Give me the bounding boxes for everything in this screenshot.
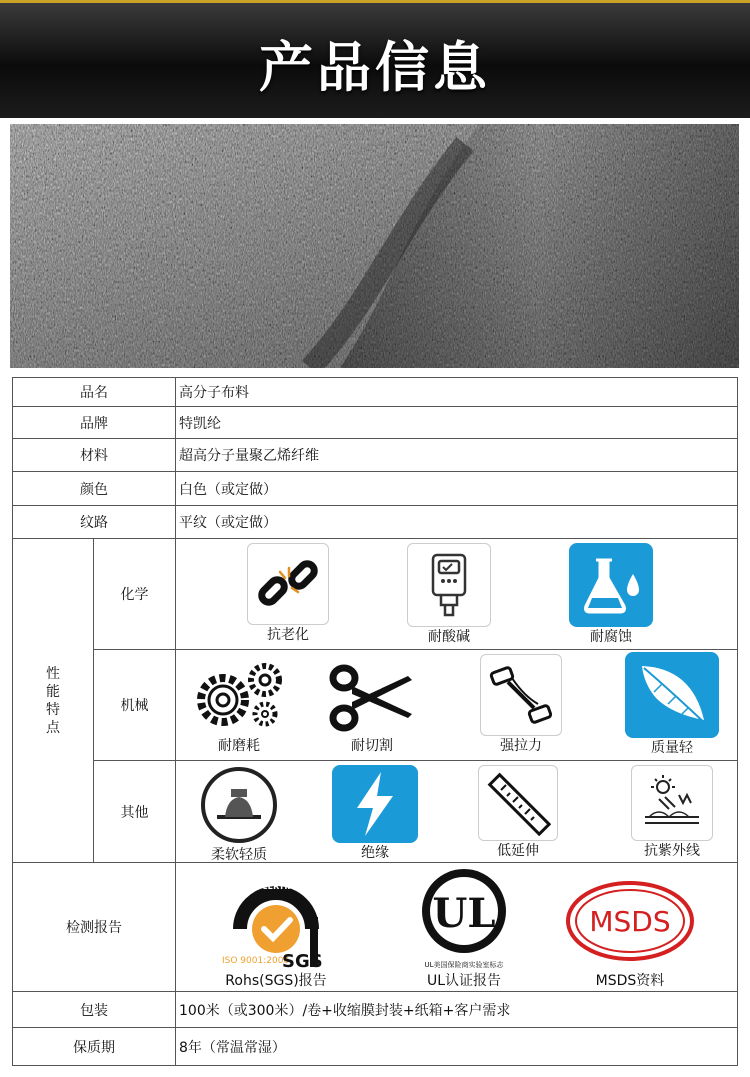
- row-value: 超高分子量聚乙烯纤维: [176, 439, 738, 472]
- feature-item: [404, 543, 494, 645]
- report-caption: MSDS资料: [595, 973, 665, 989]
- row-label: 纹路: [13, 506, 176, 539]
- row-label: 颜色: [13, 472, 176, 506]
- soft-dome-icon: [199, 765, 279, 845]
- table-row: [13, 992, 738, 1028]
- reports-cell: [176, 863, 738, 992]
- ul-text: UL: [432, 890, 496, 937]
- report-item: [206, 867, 346, 989]
- table-row: [13, 407, 738, 439]
- feature-item: [242, 543, 334, 643]
- feature-item: [326, 660, 418, 754]
- scissors-icon: [328, 660, 416, 736]
- spec-table: [12, 377, 738, 1066]
- gears-icon: [189, 656, 289, 736]
- row-label: 包装: [13, 992, 176, 1028]
- row-label: 品牌: [13, 407, 176, 439]
- fabric-photo: [10, 124, 739, 368]
- icon-row-chemical: [176, 539, 738, 650]
- row-label: 品名: [13, 378, 176, 407]
- performance-label: 性 能 特 点: [13, 539, 94, 863]
- icon-row-mechanical: [176, 650, 738, 761]
- feature-caption: 质量轻: [651, 740, 693, 756]
- uv-sun-icon: [631, 765, 713, 841]
- stretch-band-icon: [480, 654, 562, 736]
- feature-item: [476, 765, 560, 859]
- group-label-other: 其他: [94, 761, 176, 863]
- feature-caption: 柔软轻质: [211, 847, 267, 863]
- feature-caption: 耐磨耗: [218, 738, 260, 754]
- ph-meter-icon: [407, 543, 491, 627]
- ruler-icon: [478, 765, 558, 841]
- table-row: [13, 650, 738, 761]
- feature-caption: 耐酸碱: [428, 629, 470, 645]
- feature-item: [624, 652, 720, 756]
- feature-caption: 抗紫外线: [644, 843, 700, 859]
- row-label: 材料: [13, 439, 176, 472]
- table-row: [13, 506, 738, 539]
- row-value: 8年（常温常湿）: [176, 1028, 738, 1066]
- feature-item: [184, 656, 294, 754]
- feature-item: [330, 765, 420, 861]
- reports-label: 检测报告: [13, 863, 176, 992]
- group-label-chemical: 化学: [94, 539, 176, 650]
- header-banner: [0, 0, 750, 118]
- feature-item: [194, 765, 284, 863]
- table-row: [13, 472, 738, 506]
- feature-caption: 抗老化: [267, 627, 309, 643]
- feature-caption: 耐腐蚀: [590, 629, 632, 645]
- table-row: [13, 378, 738, 407]
- row-value: 白色（或定做）: [176, 472, 738, 506]
- icon-row-other: [176, 761, 738, 863]
- feature-caption: 耐切割: [351, 738, 393, 754]
- group-label-mechanical: 机械: [94, 650, 176, 761]
- msds-logo: [565, 877, 695, 971]
- row-value: 平纹（或定做）: [176, 506, 738, 539]
- table-row: [13, 439, 738, 472]
- row-value: 高分子布料: [176, 378, 738, 407]
- table-row: [13, 539, 738, 650]
- row-value: 特凯纶: [176, 407, 738, 439]
- sgs-iso-text: ISO 9001:2000: [222, 956, 290, 966]
- feature-caption: 绝缘: [361, 845, 389, 861]
- ul-logo: [409, 867, 519, 971]
- table-row: [13, 863, 738, 992]
- page-title: 产品信息: [259, 36, 491, 99]
- sgs-logo: [216, 867, 336, 971]
- sgs-text: SGS: [282, 951, 323, 971]
- row-value: 100米（或300米）/卷+收缩膜封装+纸箱+客户需求: [176, 992, 738, 1028]
- report-item: [560, 877, 700, 989]
- feature-item: [566, 543, 656, 645]
- table-row: [13, 761, 738, 863]
- msds-text: MSDS: [589, 905, 671, 938]
- feature-caption: 低延伸: [497, 843, 539, 859]
- report-caption: Rohs(SGS)报告: [225, 973, 327, 989]
- feather-icon: [625, 652, 719, 738]
- ul-subtext: UL美国保险商实验室标志: [424, 961, 504, 969]
- report-item: [394, 867, 534, 989]
- feature-item: [624, 765, 720, 859]
- row-label: 保质期: [13, 1028, 176, 1066]
- broken-chain-icon: [247, 543, 329, 625]
- table-row: [13, 1028, 738, 1066]
- feature-caption: 强拉力: [500, 738, 542, 754]
- sgs-cert-text: SYSTEM CERTIFICATION: [222, 882, 330, 891]
- flask-drop-icon: [569, 543, 653, 627]
- report-caption: UL认证报告: [426, 973, 502, 989]
- lightning-icon: [332, 765, 418, 843]
- feature-item: [476, 654, 566, 754]
